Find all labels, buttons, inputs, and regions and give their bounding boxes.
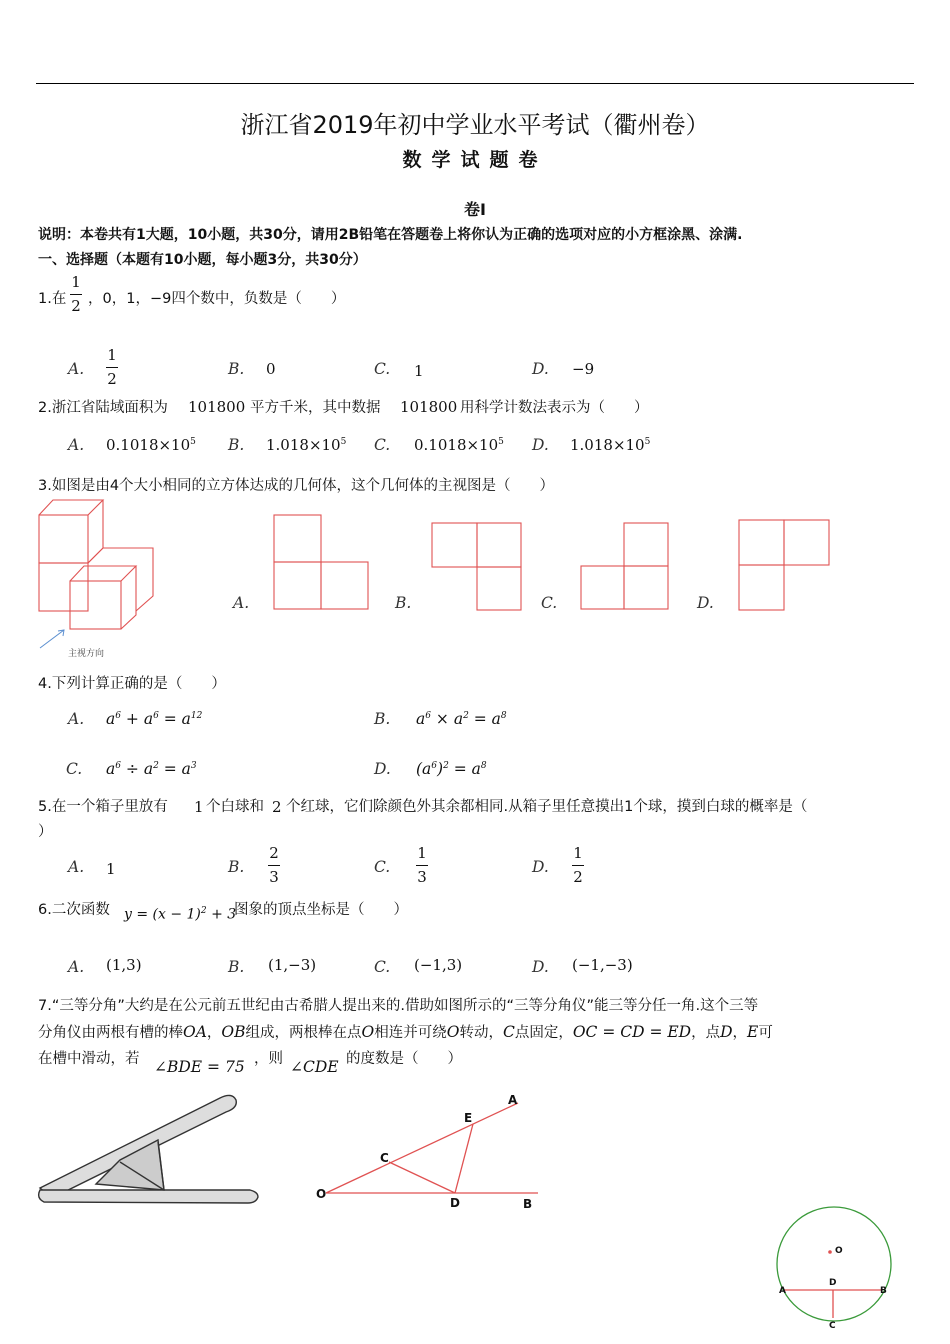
q7-l2-e: 转动， <box>459 1025 503 1041</box>
q6-formula-tail: + 3 <box>206 906 237 923</box>
q5-b-den: 3 <box>269 868 279 886</box>
q4-a-4: 6 <box>153 710 159 721</box>
q7-line-3-b: ，则 <box>254 1051 283 1067</box>
q2-c-exp: 5 <box>498 437 504 447</box>
volume-label: 卷Ⅰ <box>464 200 486 219</box>
q5-d-num: 1 <box>573 844 583 862</box>
fig8-label-a: A <box>779 1286 786 1296</box>
q4-c-4: 2 <box>153 760 159 771</box>
q3-option-d-label: D. <box>697 594 714 612</box>
q2-c-text: 0.1018×10 <box>414 436 499 454</box>
q4-c-1: a <box>106 760 116 778</box>
q7-l2-ob: OB <box>221 1023 246 1041</box>
q4-a-6: 12 <box>190 710 203 721</box>
q2-a-exp: 5 <box>190 437 196 447</box>
q2-b-exp: 5 <box>340 437 347 447</box>
q1-a-num: 1 <box>107 346 117 364</box>
instructions: 说明：本卷共有1大题，10小题，共30分，请用2B铅笔在答题卷上将你认为正确的选项对应的小方框涂黑、涂满. <box>38 227 743 243</box>
fig7-label-a: A <box>508 1093 518 1107</box>
q6-option-a-label: A. <box>68 958 85 976</box>
section-heading: 一、选择题（本题有10小题，每小题3分，共30分） <box>38 252 367 268</box>
q5-option-a-label: A. <box>68 858 85 876</box>
q6-option-c-value: (−1,3) <box>414 956 463 974</box>
q2-number-1: 101800 <box>188 398 246 416</box>
q5-number-2: 2 <box>272 798 282 816</box>
q4-b-3: × a <box>430 710 464 728</box>
q2-option-c-label: C. <box>374 436 391 454</box>
fig8-label-c: C <box>829 1321 836 1331</box>
fig7-label-c: C <box>380 1151 389 1165</box>
q3-option-b-label: B. <box>395 594 412 612</box>
q6-option-b-value: (1,−3) <box>268 956 317 974</box>
q4-option-a-label: A. <box>68 710 85 728</box>
q5-c-den: 3 <box>417 868 427 886</box>
q7-l2-c-point: C <box>502 1023 515 1041</box>
q7-l2-eq: OC = CD = ED <box>572 1023 692 1041</box>
q7-l2-c: 组成，两根棒在点 <box>245 1025 362 1041</box>
q7-l2-d-point: D <box>720 1023 733 1041</box>
q7-line-1: 7.“三等分角”大约是在公元前五世纪由古希腊人提出来的.借助如图所示的“三等分角仪”能三等分任一角.这个三等 <box>38 998 759 1014</box>
q7-geometry-figure <box>326 1103 538 1193</box>
q4-option-d-label: D. <box>374 760 391 778</box>
q4-option-c-label: C. <box>66 760 83 778</box>
q8-circle-figure <box>777 1207 891 1321</box>
q4-a-2: 6 <box>115 710 121 721</box>
q5-b-num: 2 <box>269 844 279 862</box>
q4-b-4: 2 <box>463 710 469 721</box>
q7-line-3-c: 的度数是（ ） <box>346 1051 462 1067</box>
q7-l2-f: 点固定， <box>514 1025 573 1041</box>
q5-d-den: 2 <box>573 868 583 886</box>
q7-l2-h: ， <box>732 1025 748 1041</box>
q2-option-d-label: D. <box>532 436 549 454</box>
q3-stem: 3.如图是由4个大小相同的立方体达成的几何体，这个几何体的主视图是（ ） <box>38 478 555 494</box>
q5-stem-b: 个白球和 <box>206 799 264 815</box>
q4-c-2: 6 <box>115 760 121 771</box>
q3-option-a-label: A. <box>233 594 250 612</box>
q1-frac-num: 1 <box>71 273 81 291</box>
q5-c-num: 1 <box>417 844 427 862</box>
q5-option-d-label: D. <box>532 858 549 876</box>
q6-formula-exp: 2 <box>200 906 207 916</box>
q4-option-b-label: B. <box>374 710 391 728</box>
q2-option-a-label: A. <box>68 436 85 454</box>
q4-d-2: 6 <box>431 760 438 771</box>
q2-stem-a: 2.浙江省陆域面积为 <box>38 400 168 416</box>
fig8-label-o: O <box>835 1246 843 1256</box>
fig7-label-b: B <box>523 1197 533 1211</box>
q4-a-1: a <box>106 710 116 728</box>
q1-option-b-label: B. <box>228 360 245 378</box>
q6-formula-main: y = (x − 1) <box>124 906 201 923</box>
q7-l2-o2: O <box>446 1023 460 1041</box>
q5-number-1: 1 <box>194 798 204 816</box>
fig8-label-b: B <box>880 1286 887 1296</box>
q7-l3-a: 在槽中滑动，若 <box>38 1051 140 1067</box>
q2-d-text: 1.018×10 <box>570 436 645 454</box>
q4-a-5: = a <box>158 710 191 728</box>
fig7-label-d: D <box>450 1196 460 1210</box>
trisector-device-image <box>39 1095 258 1203</box>
q7-angle-2: ∠CDE <box>290 1058 339 1076</box>
q4-c-6: 3 <box>190 760 197 771</box>
exam-subtitle: 数学试题卷 <box>402 149 548 171</box>
q4-d-6: 8 <box>480 760 487 771</box>
q4-c-3: ÷ a <box>120 760 154 778</box>
q6-option-d-value: (−1,−3) <box>572 956 633 974</box>
q7-l2-e-point: E <box>747 1023 759 1041</box>
q1-stem-suffix: ，0，1，−9四个数中，负数是（ ） <box>88 291 346 307</box>
q2-d-exp: 5 <box>644 437 651 447</box>
q6-option-d-label: D. <box>532 958 549 976</box>
q7-l2-b: ， <box>206 1025 222 1041</box>
q1-option-c-label: C. <box>374 360 391 378</box>
q7-l2-i: 可 <box>758 1025 773 1041</box>
q4-b-1: a <box>416 710 426 728</box>
q7-angle-1: ∠BDE = 75 <box>154 1058 245 1076</box>
q1-option-d-value: −9 <box>572 360 595 378</box>
q7-l2-oa: OA <box>183 1023 207 1041</box>
q4-b-6: 8 <box>500 710 507 721</box>
q1-option-d-label: D. <box>532 360 549 378</box>
q4-d-3: ) <box>437 760 444 778</box>
q2-number-2: 101800 <box>400 398 458 416</box>
q1-option-a-label: A. <box>68 360 85 378</box>
q3-option-c-label: C. <box>541 594 558 612</box>
q3-view-label: 主视方向 <box>68 649 105 659</box>
q6-stem-b: 图象的顶点坐标是（ ） <box>234 902 408 918</box>
q6-option-a-value: (1,3) <box>106 956 142 974</box>
exam-title: 浙江省2019年初中学业水平考试（衢州卷） <box>240 111 710 139</box>
q1-frac-den: 2 <box>71 297 81 315</box>
q2-a-text: 0.1018×10 <box>106 436 191 454</box>
q1-option-b-value: 0 <box>266 360 276 378</box>
q2-b-text: 1.018×10 <box>266 436 341 454</box>
fig8-label-d: D <box>829 1278 837 1288</box>
q6-stem-a: 6.二次函数 <box>38 902 110 918</box>
q7-l2-d: 相连并可绕 <box>374 1025 447 1041</box>
fig7-label-o: O <box>316 1187 327 1201</box>
q4-a-3: + a <box>120 710 154 728</box>
q4-d-4: 2 <box>443 760 449 771</box>
q6-option-c-label: C. <box>374 958 391 976</box>
fig7-label-e: E <box>464 1111 473 1125</box>
q2-stem-b: 平方千米，其中数据 <box>250 400 381 416</box>
q4-d-1: (a <box>416 760 432 778</box>
q7-l2-g: ，点 <box>691 1025 721 1041</box>
q5-option-b-label: B. <box>228 858 245 876</box>
q7-l2-a: 分角仪由两根有槽的棒 <box>38 1025 183 1041</box>
q5-option-a-value: 1 <box>106 860 116 878</box>
q1-stem-prefix: 1.在 <box>38 291 67 307</box>
q4-stem: 4.下列计算正确的是（ ） <box>38 676 226 692</box>
q2-option-b-label: B. <box>228 436 245 454</box>
q6-option-b-label: B. <box>228 958 245 976</box>
q1-option-c-value: 1 <box>414 362 424 380</box>
q4-c-5: = a <box>158 760 191 778</box>
q5-stem-a: 5.在一个箱子里放有 <box>38 799 168 815</box>
q7-l2-o1: O <box>361 1023 375 1041</box>
q5-stem-d: ） <box>38 824 53 840</box>
q4-b-5: = a <box>468 710 501 728</box>
q4-b-2: 6 <box>425 710 431 721</box>
q1-a-den: 2 <box>107 370 117 388</box>
q5-option-c-label: C. <box>374 858 391 876</box>
q2-stem-c: 用科学计数法表示为（ ） <box>460 400 649 416</box>
q5-stem-c: 个红球，它们除颜色外其余都相同.从箱子里任意摸出1个球，摸到白球的概率是（ <box>286 799 808 815</box>
q4-d-5: = a <box>448 760 481 778</box>
